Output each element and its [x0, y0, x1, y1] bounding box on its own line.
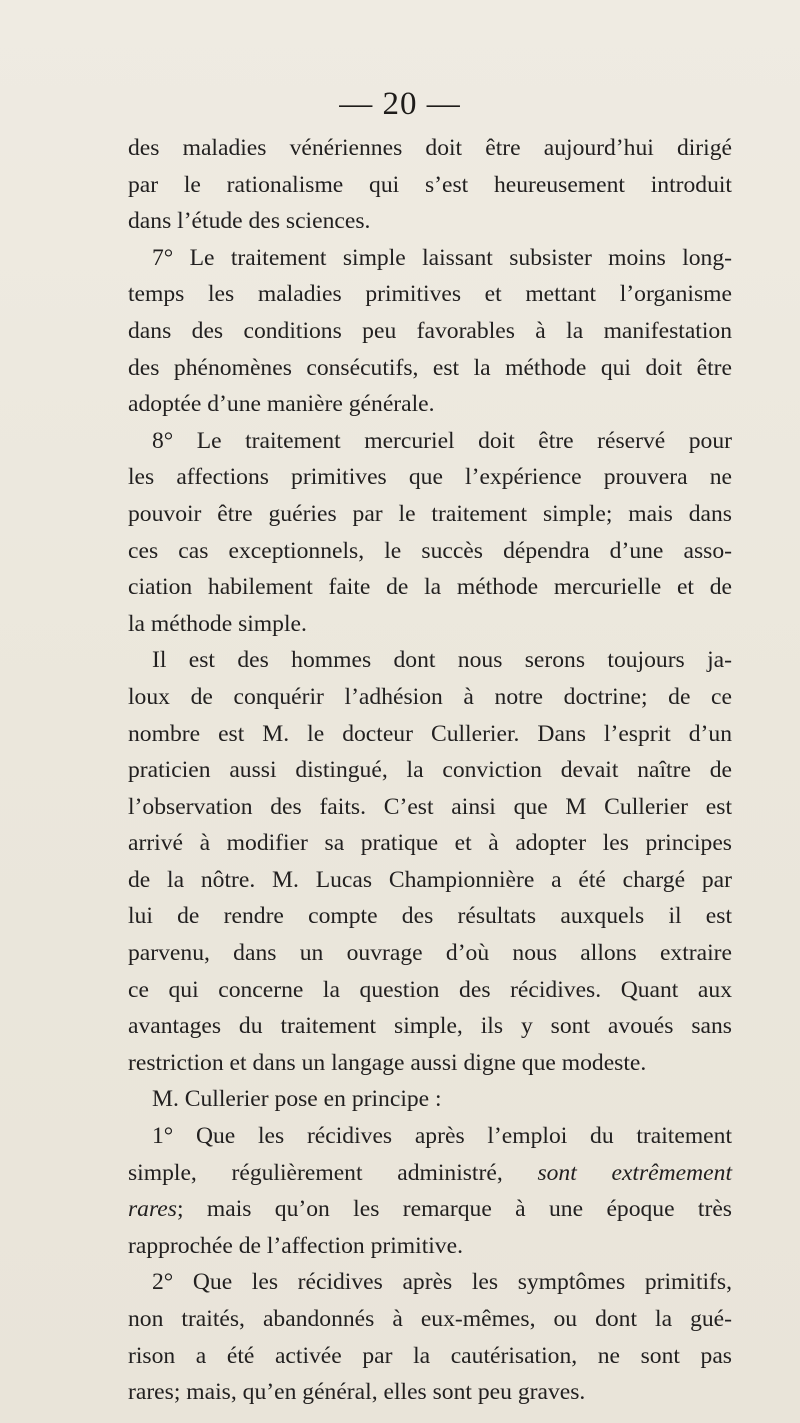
text-line: des phénomènes consécutifs, est la méthode qui doit être	[128, 354, 732, 381]
text-line: l’observation des faits. C’est ainsi que M Cullerier est	[128, 793, 732, 820]
text-line: par le rationalisme qui s’est heureusement introduit	[128, 171, 732, 198]
body-text	[128, 130, 732, 1411]
text-line: lui de rendre compte des résultats auxquels il est	[128, 903, 732, 930]
text-line: M. Cullerier pose en principe :	[152, 1086, 442, 1113]
text-line: adoptée d’une manière générale.	[128, 391, 435, 418]
text-line: pouvoir être guéries par le traitement simple; mais dans	[128, 500, 732, 527]
text-line: 1° Que les récidives après l’emploi du traitement	[152, 1123, 732, 1150]
text-line: ciation habilement faite de la méthode mercurielle et de	[128, 574, 732, 601]
text-line: rares; mais, qu’en général, elles sont peu graves.	[128, 1379, 586, 1406]
text-line: des maladies vénériennes doit être aujourd’hui dirigé	[128, 135, 732, 161]
text-line: restriction et dans un langage aussi digne que modeste.	[128, 1049, 647, 1076]
text-line: ce qui concerne la question des récidives. Quant aux	[128, 976, 732, 1003]
text-line: de la nôtre. M. Lucas Championnière a été chargé par	[128, 866, 732, 893]
text-line: Il est des hommes dont nous serons toujours ja-	[152, 647, 732, 674]
text-line: non traités, abandonnés à eux-mêmes, ou dont la gué-	[128, 1306, 732, 1332]
text-line: 2° Que les récidives après les symptômes primitifs,	[152, 1269, 732, 1296]
text-line: ces cas exceptionnels, le succès dépendra d’une asso-	[128, 537, 732, 564]
text-line: simple, régulièrement administré, sont extrêmement	[128, 1159, 732, 1186]
text-line: arrivé à modifier sa pratique et à adopter les principes	[128, 830, 732, 857]
text-line: rison a été activée par la cautérisation, ne sont pas	[128, 1342, 732, 1369]
text-line: parvenu, dans un ouvrage d’où nous allons extraire	[128, 940, 732, 967]
page-number: — 20 —	[339, 86, 461, 122]
text-line: loux de conquérir l’adhésion à notre doctrine; de ce	[128, 683, 732, 710]
text-line: praticien aussi distingué, la conviction devait naître de	[128, 757, 732, 784]
text-line: la méthode simple.	[128, 610, 307, 637]
text-line: 7° Le traitement simple laissant subsister moins long-	[152, 244, 732, 271]
text-line: dans l’étude des sciences.	[128, 208, 371, 235]
text-line: dans des conditions peu favorables à la manifestation	[128, 317, 732, 344]
text-line: temps les maladies primitives et mettant l’organisme	[128, 281, 732, 308]
text-line: nombre est M. le docteur Cullerier. Dans l’esprit d’un	[128, 720, 732, 747]
text-line: rapprochée de l’affection primitive.	[128, 1232, 463, 1259]
text-line: 8° Le traitement mercuriel doit être réservé pour	[152, 427, 732, 454]
text-line: rares; mais qu’on les remarque à une époque très	[128, 1196, 732, 1223]
text-line: les affections primitives que l’expérience prouvera ne	[128, 464, 732, 491]
text-line: avantages du traitement simple, ils y sont avoués sans	[128, 1013, 732, 1040]
